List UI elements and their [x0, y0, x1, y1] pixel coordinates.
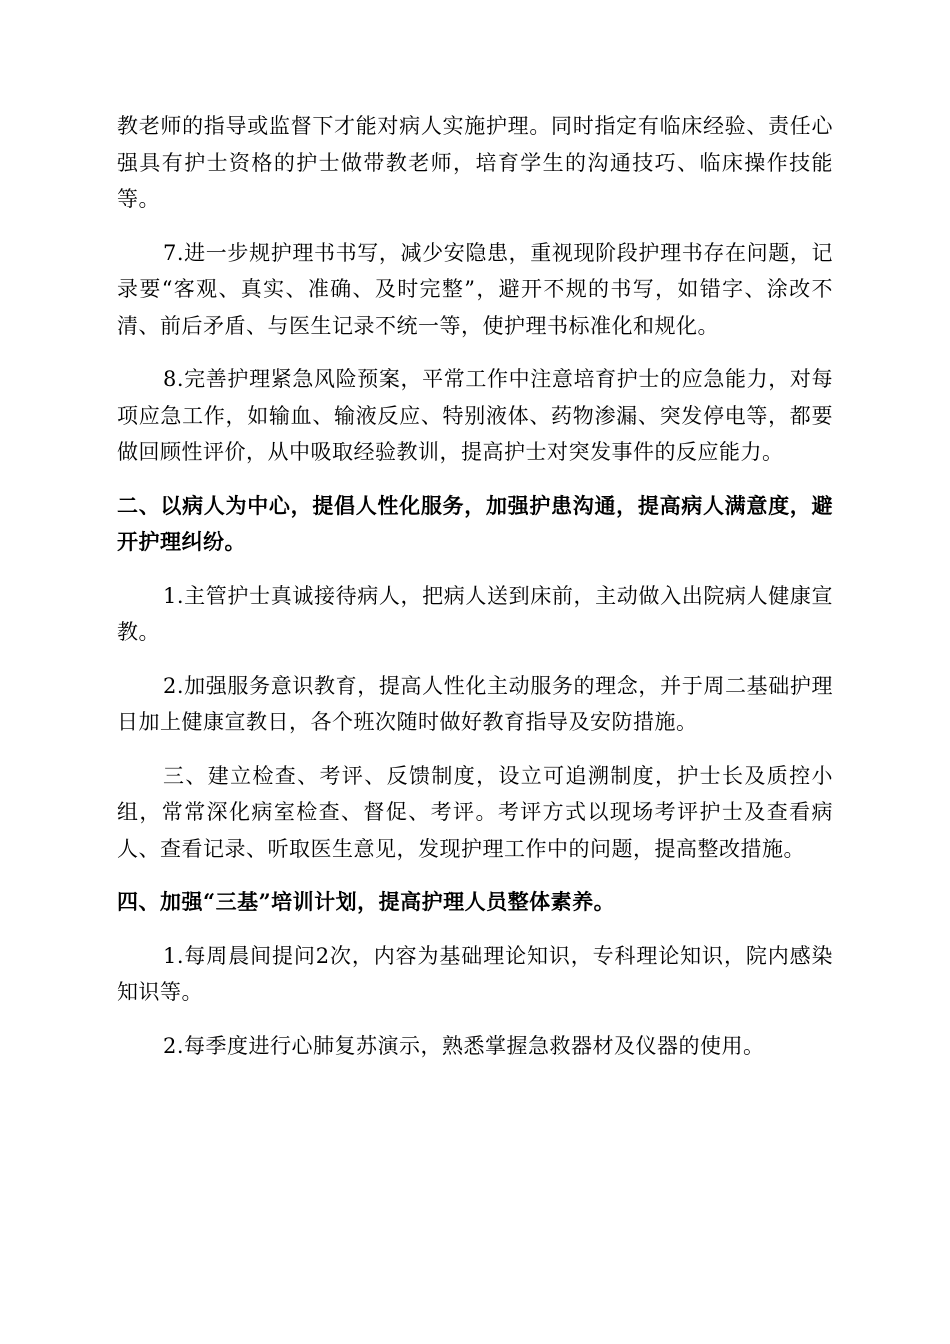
paragraph-item-8: 8.完善护理紧急风险预案，平常工作中注意培育护士的应急能力，对每项应急工作，如输血、输液反应、特别液体、药物渗漏、突发停电等，都要做回顾性评价，从中吸取经验教训，提高护士对突发事件的反应能力。 [117, 367, 833, 464]
section-heading-2: 二、以病人为中心，提倡人性化服务，加强护患沟通，提高病人满意度，避开护理纠纷。 [117, 492, 833, 554]
paragraph-section4-item-2: 2.每季度进行心肺复苏演示，熟悉掌握急救器材及仪器的使用。 [163, 1033, 765, 1058]
document-body [117, 108, 833, 1064]
paragraph-continuation: 教老师的指导或监督下才能对病人实施护理。同时指定有临床经验、责任心强具有护士资格的护士做带教老师，培育学生的沟通技巧、临床操作技能等。 [117, 114, 833, 211]
paragraph-item-7: 7.进一步规护理书书写，减少安隐患，重视现阶段护理书存在问题，记录要“客观、真实、准确、及时完整”，避开不规的书写，如错字、涂改不清、前后矛盾、与医生记录不统一等，使护理书标准化和规化。 [117, 240, 833, 338]
section-heading-4: 四、加强“三基”培训计划，提高护理人员整体素养。 [117, 889, 616, 914]
paragraph-section4-item-1: 1.每周晨间提问2次，内容为基础理论知识，专科理论知识，院内感染知识等。 [117, 943, 833, 1004]
section-paragraph-3: 三、建立检查、考评、反馈制度，设立可追溯制度，护士长及质控小组，常常深化病室检查、督促、考评。考评方式以现场考评护士及查看病人、查看记录、听取医生意见，发现护理工作中的问题，提高整改措施。 [117, 763, 833, 861]
paragraph-section2-item-2: 2.加强服务意识教育，提高人性化主动服务的理念，并于周二基础护理日加上健康宣教日，各个班次随时做好教育指导及安防措施。 [117, 673, 833, 734]
paragraph-section2-item-1: 1.主管护士真诚接待病人，把病人送到床前，主动做入出院病人健康宣教。 [117, 583, 833, 644]
